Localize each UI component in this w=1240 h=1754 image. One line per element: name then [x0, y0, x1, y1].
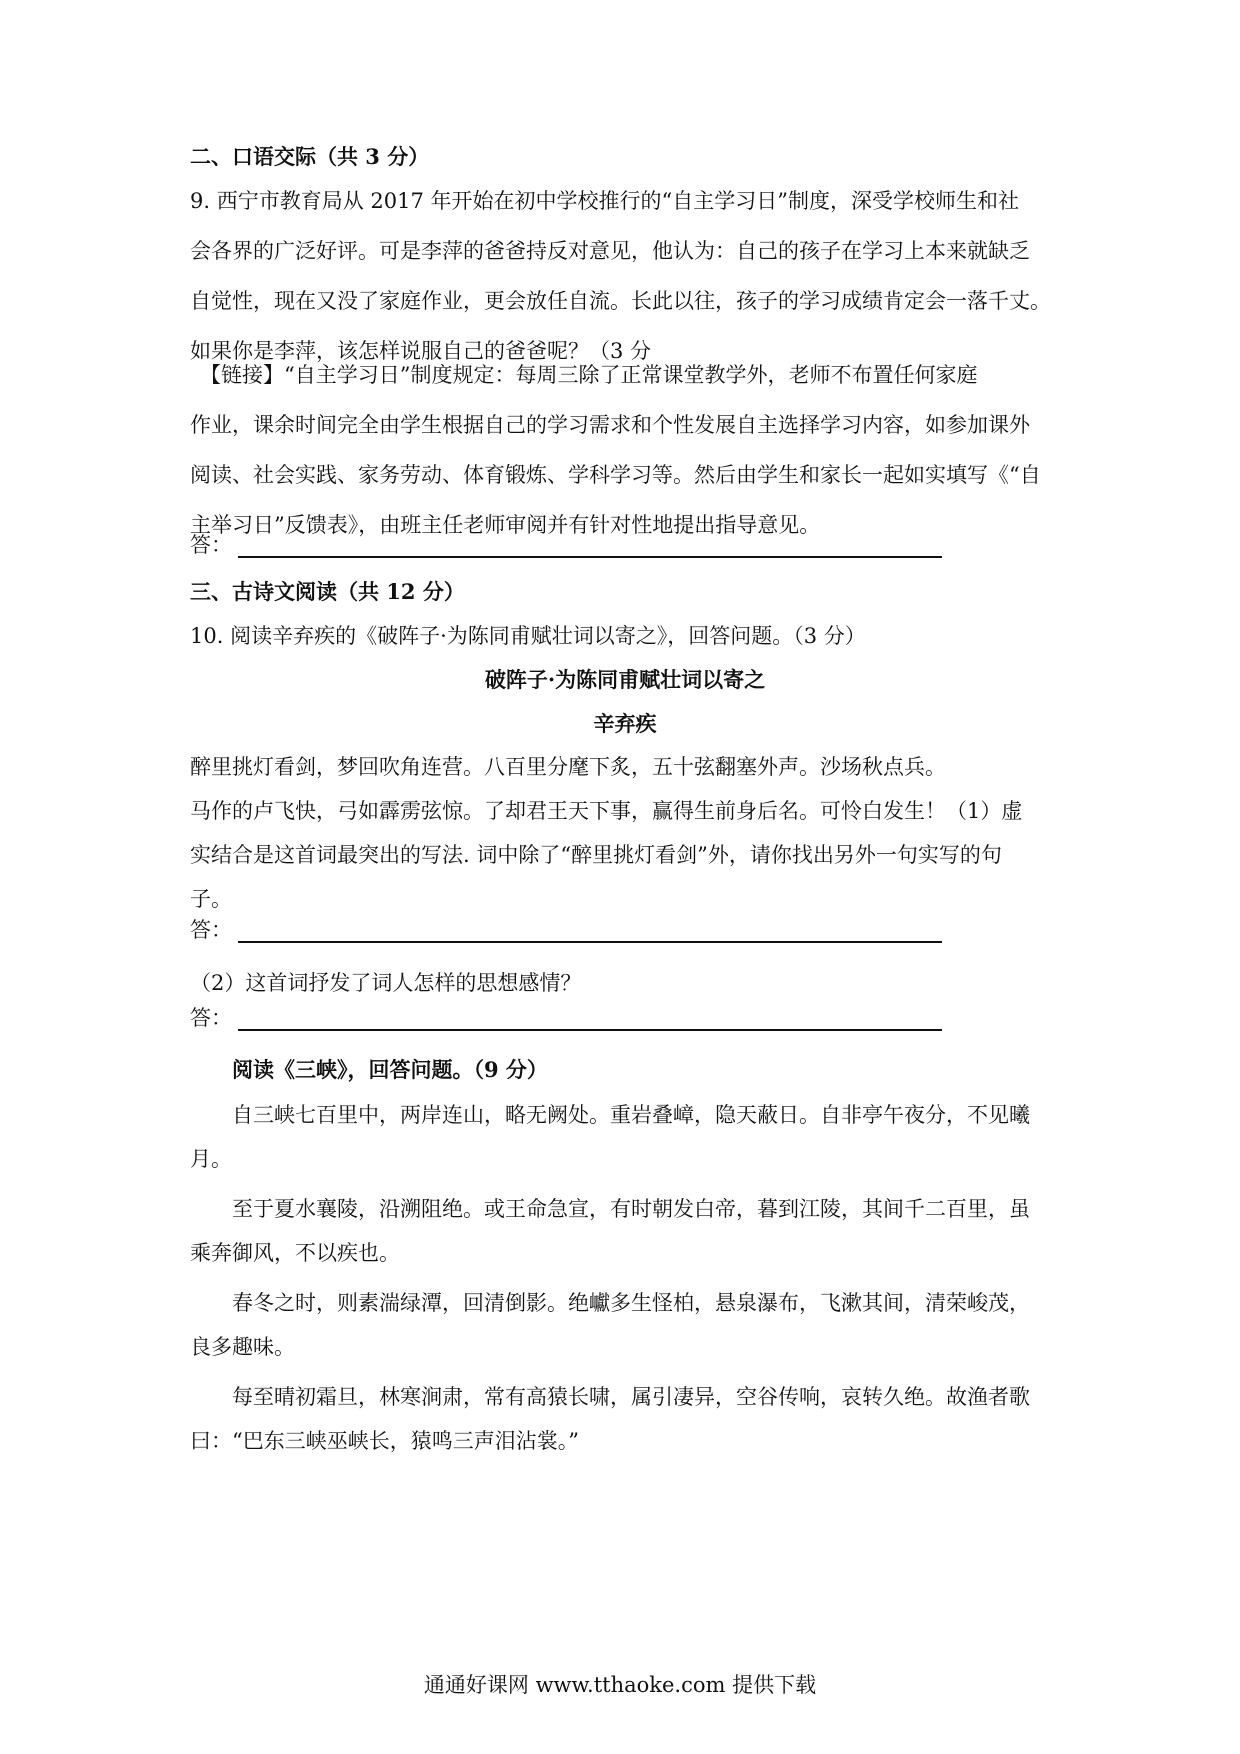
question-9-line: 会各界的广泛好评。可是李萍的爸爸持反对意见，他认为：自己的孩子在学习上本来就缺乏 — [190, 239, 1030, 263]
poem-title: 破阵子·为陈同甫赋壮词以寄之 — [484, 667, 766, 692]
sanxia-line: 曰：“巴东三峡巫峡长，猿鸣三声泪沾裳。” — [190, 1429, 579, 1453]
sanxia-line: 至于夏水襄陵，沿溯阻绝。或王命急宣，有时朝发白帝，暮到江陵，其间千二百里，虽 — [232, 1197, 1030, 1221]
answer-label: 答： — [190, 533, 232, 557]
question-9 — [190, 176, 1060, 376]
answer-line-q10-2 — [190, 993, 1060, 1043]
question-9-line: 9. 西宁市教育局从 2017 年开始在初中学校推行的“自主学习日”制度，深受学校师生和社 — [190, 189, 1019, 213]
answer-line-q9 — [190, 520, 1060, 570]
sanxia-line: 良多趣味。 — [190, 1335, 295, 1359]
poem-line: 子。 — [190, 887, 232, 911]
sanxia-line: 月。 — [190, 1147, 232, 1171]
section3-heading-block — [190, 567, 1060, 617]
sanxia-heading-block — [190, 1045, 1060, 1095]
poem-author: 辛弃疾 — [593, 711, 657, 736]
answer-label: 答： — [190, 918, 232, 942]
poem-header — [190, 655, 1060, 749]
section2-heading-block — [190, 132, 1060, 182]
question-10-intro: 10. 阅读辛弃疾的《破阵子·为陈同甫赋壮词以寄之》，回答问题。（3 分） — [190, 624, 866, 648]
answer-line-q10-1 — [190, 905, 1060, 955]
sanxia-line: 自三峡七百里中，两岸连山，略无阙处。重岩叠嶂，隐天蔽日。自非亭午夜分，不见曦 — [232, 1103, 1030, 1127]
poem-body — [190, 742, 1060, 924]
question-9-line: 如果你是李萍，该怎样说服自己的爸爸呢？（3 分 — [190, 339, 652, 363]
sanxia-line: 春冬之时，则素湍绿潭，回清倒影。绝巘多生怪柏，悬泉瀑布，飞漱其间，清荣峻茂， — [232, 1291, 1030, 1315]
section-heading: 三、古诗文阅读（共 12 分） — [190, 579, 465, 604]
question-9-line: 自觉性，现在又没了家庭作业，更会放任自流。长此以往，孩子的学习成绩肯定会一落千丈。 — [190, 289, 1051, 313]
poem-line: 实结合是这首词最突出的写法. 词中除了“醉里挑灯看剑”外，请你找出另外一句实写的句 — [190, 843, 1002, 867]
poem-line: 醉里挑灯看剑，梦回吹角连营。八百里分麾下炙，五十弦翻塞外声。沙场秋点兵。 — [190, 755, 946, 779]
link-note-line: 阅读、社会实践、家务劳动、体育锻炼、学科学习等。然后由学生和家长一起如实填写《“自 — [190, 463, 1041, 487]
answer-rule[interactable] — [238, 941, 942, 943]
link-note-line: 作业，课余时间完全由学生根据自己的学习需求和个性发展自主选择学习内容，如参加课外 — [190, 413, 1030, 437]
section-heading: 二、口语交际（共 3 分） — [190, 144, 430, 169]
question-10 — [190, 611, 1060, 661]
sanxia-heading: 阅读《三峡》，回答问题。（9 分） — [232, 1057, 548, 1082]
sanxia-line: 每至晴初霜旦，林寒涧肃，常有高猿长啸，属引凄异，空谷传响，哀转久绝。故渔者歌 — [232, 1385, 1030, 1409]
page-footer: 通通好课网 www.tthaoke.com 提供下载 — [423, 1673, 817, 1697]
link-note-line: 主举习日”反馈表》，由班主任老师审阅并有针对性地提出指导意见。 — [190, 513, 821, 537]
poem-line: 马作的卢飞快，弓如霹雳弦惊。了却君王天下事，赢得生前身后名。可怜白发生！（1）虚 — [190, 799, 1023, 823]
answer-rule[interactable] — [238, 556, 942, 558]
sanxia-line: 乘奔御风，不以疾也。 — [190, 1241, 400, 1265]
answer-rule[interactable] — [238, 1029, 942, 1031]
sanxia-text — [190, 1090, 1060, 1466]
sub-question: （2）这首词抒发了词人怎样的思想感情？ — [190, 971, 582, 995]
link-note-line: 【链接】“自主学习日”制度规定：每周三除了正常课堂教学外，老师不布置任何家庭 — [200, 363, 978, 387]
answer-label: 答： — [190, 1006, 232, 1030]
